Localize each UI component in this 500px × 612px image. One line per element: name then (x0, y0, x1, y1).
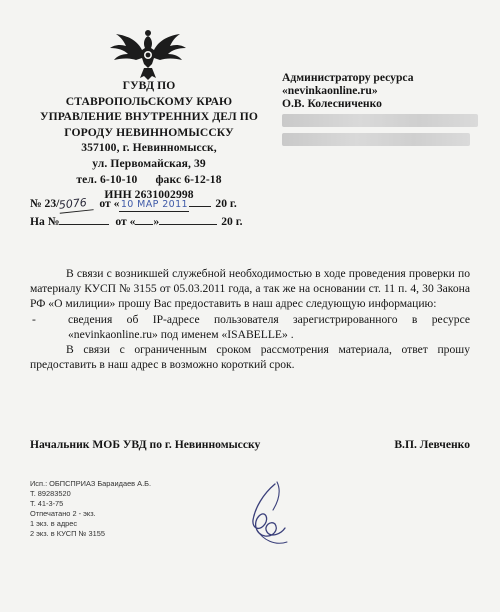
issuer-address: 357100, г. Невинномысск, (81, 141, 217, 155)
from-label: от « (99, 197, 120, 210)
issuer-line: ГОРОДУ НЕВИННОМЫССКУ (64, 125, 234, 139)
redacted-line (282, 114, 478, 127)
signature-row (30, 438, 470, 451)
addressee-resource: «nevinkaonline.ru» (282, 84, 378, 97)
signatory-title: Начальник МОБ УВД по г. Невинномысску (30, 438, 261, 451)
issuer-header (28, 78, 270, 203)
registration-block (30, 194, 290, 230)
incoming-number-row (30, 212, 290, 230)
blank-line (135, 212, 153, 225)
bullet-dash: - (32, 312, 36, 326)
double-headed-eagle-emblem-icon (108, 28, 188, 80)
issuer-line: УПРАВЛЕНИЕ ВНУТРЕННИХ ДЕЛ ПО (40, 110, 258, 124)
outgoing-number-row (30, 194, 290, 212)
contact-row (28, 172, 270, 188)
close-quote: » (153, 215, 160, 228)
copies-line: Отпечатано 2 - экз. (30, 509, 96, 518)
phone-number: тел. 6-10-10 (76, 172, 138, 186)
date-stamp: 10 МАР 2011 (120, 199, 188, 210)
body-paragraph: В связи с ограниченным сроком рассмотрения материала, ответ прошу предоставить в наш адрес в возможно короткий срок. (30, 343, 470, 372)
issuer-line: ГУВД ПО (122, 79, 176, 92)
issuer-line: СТАВРОПОЛЬСКОМУ КРАЮ (65, 94, 233, 108)
year-label: 20 г. (221, 215, 243, 228)
addressee-role: Администратору ресурса (282, 71, 414, 84)
year-label: 20 г. (215, 197, 237, 210)
body-paragraph: В связи с возникшей служебной необходимостью в ходе проведения проверки по материалу КУСП № 3155 от 05.03.2011 года, а так же на основании ст. 11 п. 4, 30 Закона РФ «О милиции» прошу Вас предоставить в наш адрес следующую информацию: (30, 267, 470, 311)
executor-phone: Т. 89283520 (30, 489, 71, 498)
handwritten-number: 5076 (59, 196, 94, 213)
executor-footer (30, 479, 230, 539)
blank-line (189, 194, 211, 207)
inn-number: ИНН 2631002998 (104, 188, 194, 202)
blank-line (159, 212, 217, 225)
on-number-label: На № (30, 215, 60, 228)
redacted-line (282, 133, 470, 146)
fax-number: факс 6-12-18 (155, 172, 222, 186)
signatory-name: В.П. Левченко (394, 438, 470, 451)
issuer-street: ул. Первомайская, 39 (92, 156, 206, 170)
request-item (30, 312, 470, 342)
request-item-text: сведения об IP-адресе пользователя зарегистрированного в ресурсе «nevinkaonline.ru» под именем «ISABELLE» . (68, 312, 470, 341)
addressee-name: О.В. Колесниченко (282, 97, 382, 110)
copies-line: 2 экз. в КУСП № 3155 (30, 529, 105, 538)
addressee-block (282, 71, 492, 146)
letter-body (30, 266, 470, 372)
handwritten-signature-icon (235, 480, 295, 550)
executor-line: Исп.: ОБПСПРИАЗ Бараидаев А.Б. (30, 479, 152, 488)
executor-phone: Т. 41-3-75 (30, 499, 64, 508)
copies-line: 1 экз. в адрес (30, 519, 78, 528)
number-prefix: № 23/ (30, 197, 60, 210)
from-label: от « (115, 215, 136, 228)
blank-line (59, 212, 109, 225)
